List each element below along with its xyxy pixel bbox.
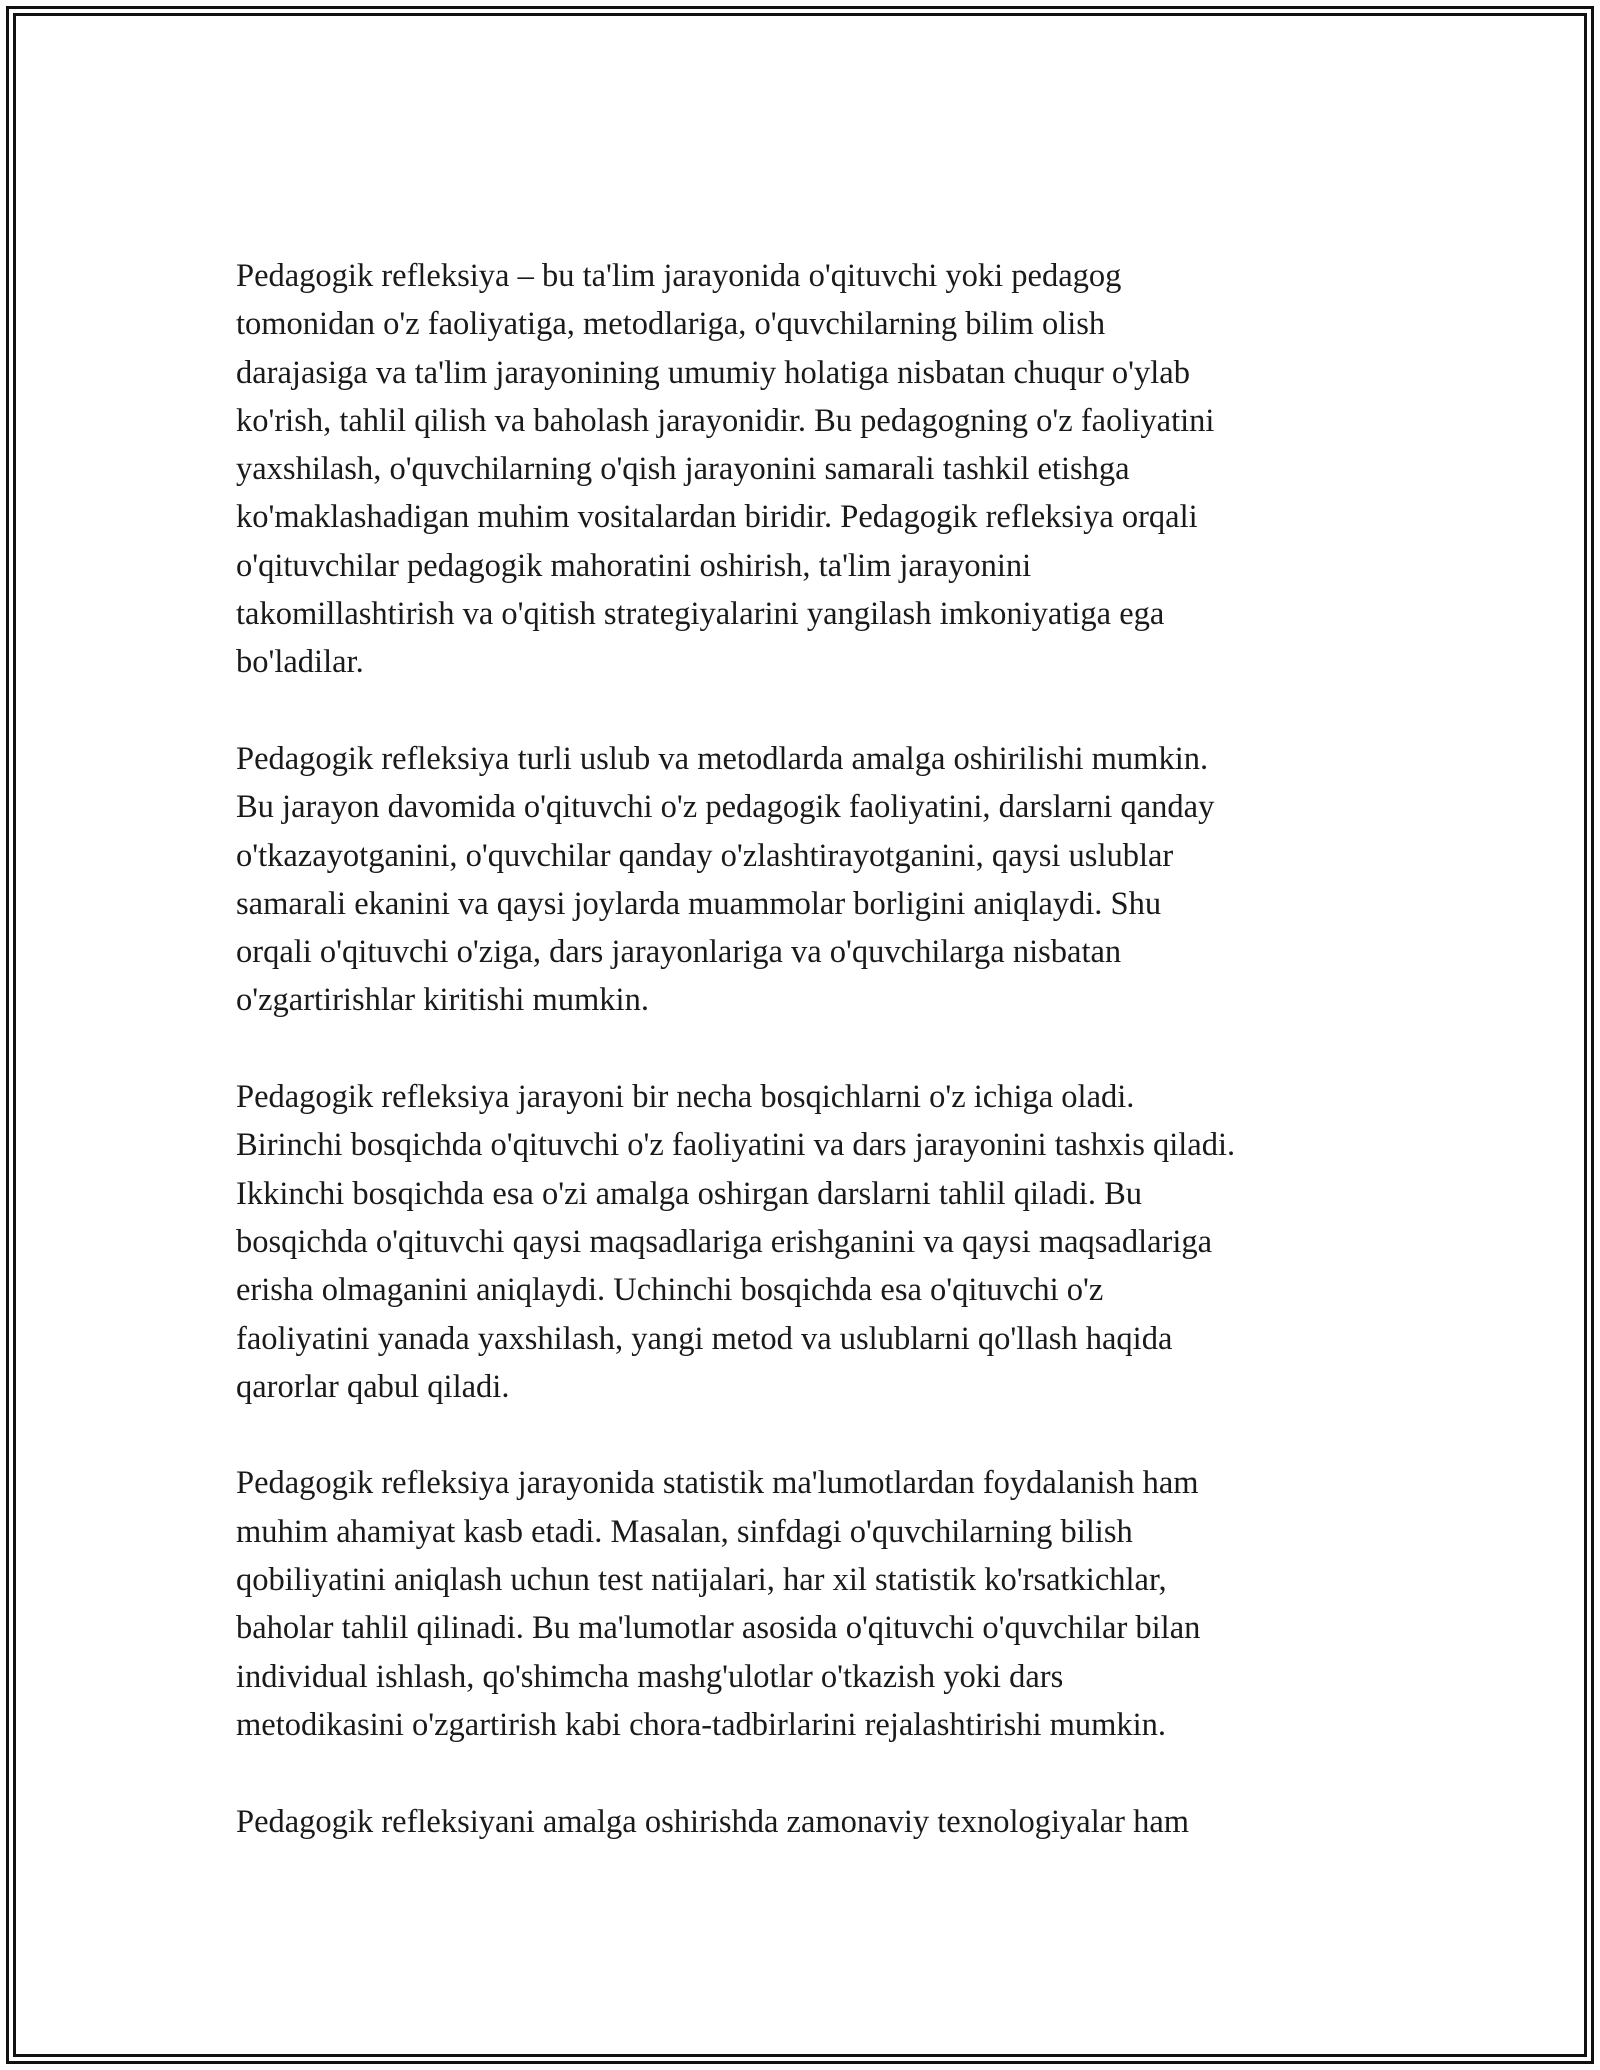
text-line: individual ishlash, qo'shimcha mashg'ulotlar o'tkazish yoki dars [236,1658,1064,1695]
paragraph-gap [236,687,1376,735]
text-line: Pedagogik refleksiya jarayoni bir necha bosqichlarni o'z ichiga oladi. [236,1079,1135,1116]
text-line: ko'rish, tahlil qilish va baholash jarayonidir. Bu pedagogning o'z faoliyatini [236,402,1215,439]
text-line: ko'maklashadigan muhim vositalardan biridir. Pedagogik refleksiya orqali [236,499,1198,536]
text-line: bo'ladilar. [236,644,364,681]
document-body [236,252,1376,1846]
paragraph-1 [236,252,1376,687]
text-line: baholar tahlil qilinadi. Bu ma'lumotlar asosida o'qituvchi o'quvchilar bilan [236,1610,1201,1647]
paragraph-5 [236,1798,1376,1846]
text-line: yaxshilash, o'quvchilarning o'qish jarayonini samarali tashkil etishga [236,451,1130,488]
paragraph-3 [236,1073,1376,1411]
text-line: bosqichda o'qituvchi qaysi maqsadlariga erishganini va qaysi maqsadlariga [236,1223,1213,1260]
text-line: muhim ahamiyat kasb etadi. Masalan, sinfdagi o'quvchilarning bilish [236,1513,1133,1550]
text-line: Pedagogik refleksiya – bu ta'lim jarayonida o'qituvchi yoki pedagog [236,258,1122,294]
text-line: o'zgartirishlar kiritishi mumkin. [236,982,649,1019]
text-line: Bu jarayon davomida o'qituvchi o'z pedagogik faoliyatini, darslarni qanday [236,789,1215,826]
text-line: samarali ekanini va qaysi joylarda muammolar borligini aniqlaydi. Shu [236,885,1162,922]
text-line: qobiliyatini aniqlash uchun test natijalari, har xil statistik ko'rsatkichlar, [236,1562,1167,1599]
paragraph-gap [236,1749,1376,1797]
text-line: Birinchi bosqichda o'qituvchi o'z faoliyatini va dars jarayonini tashxis qiladi. [236,1127,1236,1164]
text-line: darajasiga va ta'lim jarayonining umumiy holatiga nisbatan chuqur o'ylab [236,354,1190,391]
text-line: Ikkinchi bosqichda esa o'zi amalga oshirgan darslarni tahlil qiladi. Bu [236,1175,1143,1212]
paragraph-gap [236,1025,1376,1073]
paragraph-2 [236,735,1376,1025]
text-line: orqali o'qituvchi o'ziga, dars jarayonlariga va o'quvchilarga nisbatan [236,934,1122,971]
text-line: erisha olmaganini aniqlaydi. Uchinchi bosqichda esa o'qituvchi o'z [236,1272,1104,1309]
text-line: faoliyatini yanada yaxshilash, yangi metod va uslublarni qo'llash haqida [236,1320,1173,1357]
text-line: Pedagogik refleksiyani amalga oshirishda zamonaviy texnologiyalar ham [236,1803,1190,1840]
text-line: qarorlar qabul qiladi. [236,1368,510,1405]
text-line: Pedagogik refleksiya turli uslub va metodlarda amalga oshirilishi mumkin. [236,740,1209,777]
text-line: Pedagogik refleksiya jarayonida statistik ma'lumotlardan foydalanish ham [236,1465,1199,1502]
text-line: o'qituvchilar pedagogik mahoratini oshirish, ta'lim jarayonini [236,547,1032,584]
text-line: takomillashtirish va o'qitish strategiyalarini yangilash imkoniyatiga ega [236,596,1165,633]
paragraph-gap [236,1411,1376,1459]
text-line: tomonidan o'z faoliyatiga, metodlariga, o'quvchilarning bilim olish [236,306,1106,343]
text-line: o'tkazayotganini, o'quvchilar qanday o'zlashtirayotganini, qaysi uslublar [236,837,1174,874]
text-line: metodikasini o'zgartirish kabi chora-tadbirlarini rejalashtirishi mumkin. [236,1706,1167,1743]
paragraph-4 [236,1459,1376,1749]
